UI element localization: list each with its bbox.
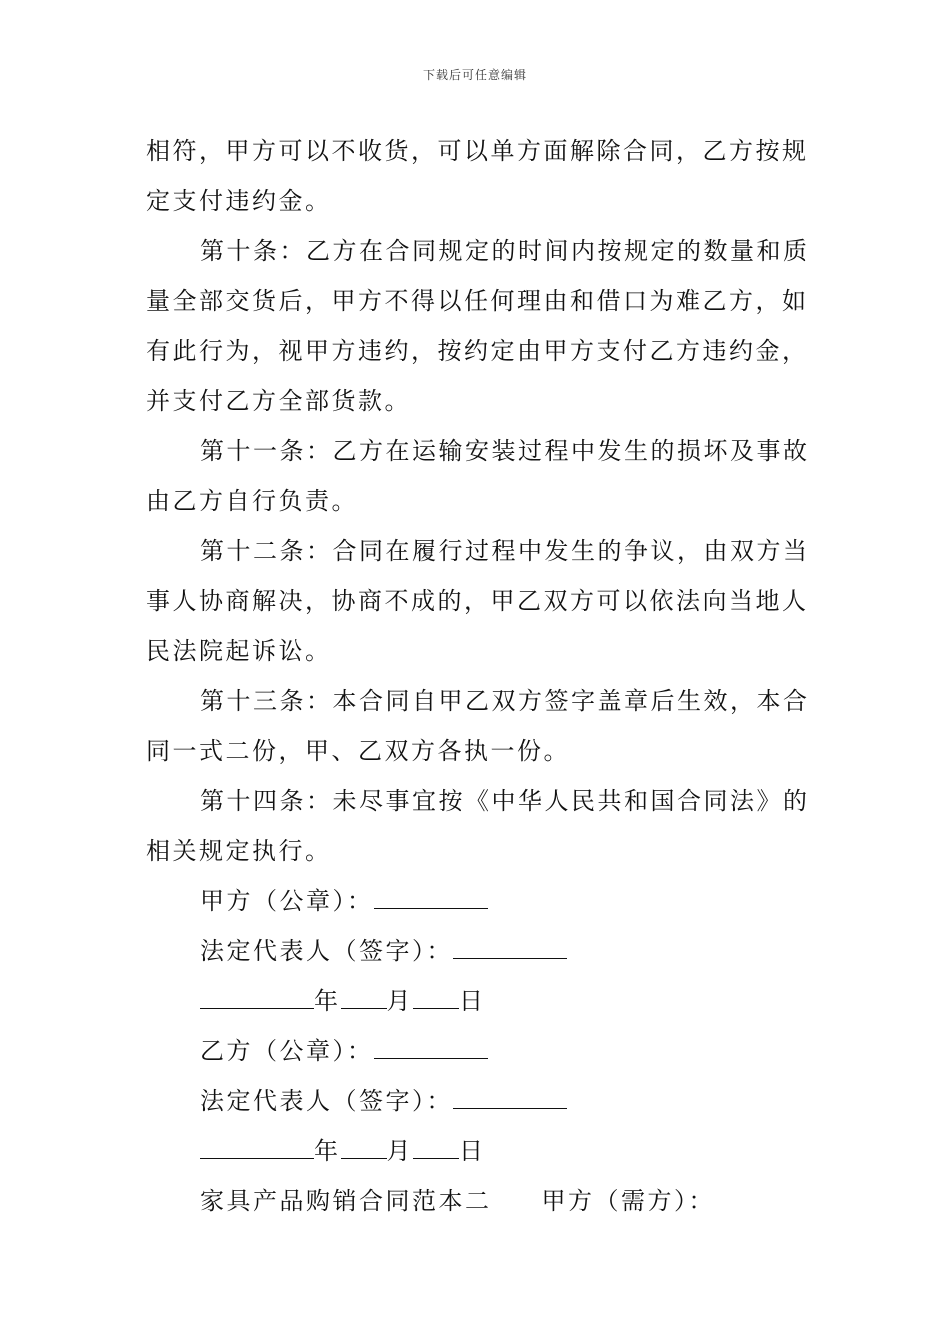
month-label: 月: [386, 1137, 413, 1165]
party-a-rep-line: [146, 926, 808, 976]
party-b-seal-line: [146, 1026, 808, 1076]
article-10-line: 第十条：乙方在合同规定的时间内按规定的数量和质: [200, 237, 810, 265]
party-b-seal-label: 乙方（公章）：: [200, 1037, 374, 1065]
article-11-line: 第十一条：乙方在运输安装过程中发生的损坏及事故: [200, 437, 810, 465]
year-label: 年: [314, 1137, 341, 1165]
page-header: 下载后可任意编辑: [422, 68, 527, 82]
party-a-rep-blank[interactable]: [453, 928, 567, 959]
party-a-day-blank[interactable]: [413, 978, 459, 1009]
party-a-seal-blank[interactable]: [374, 878, 488, 909]
text-line: 相关规定执行。: [146, 837, 332, 865]
party-b-date-line: [146, 1126, 808, 1176]
party-b-year-blank[interactable]: [200, 1128, 314, 1159]
text-line: 并支付乙方全部货款。: [146, 387, 411, 415]
text-line: 由乙方自行负责。: [146, 487, 358, 515]
party-a-buyer-label: 甲方（需方）：: [541, 1187, 715, 1215]
party-a-month-blank[interactable]: [341, 978, 387, 1009]
text-line: 同一式二份，甲、乙双方各执一份。: [146, 737, 570, 765]
year-label: 年: [314, 987, 341, 1015]
party-b-seal-blank[interactable]: [374, 1028, 488, 1059]
next-contract-line: [146, 1176, 808, 1226]
party-a-year-blank[interactable]: [200, 978, 314, 1009]
party-a-seal-label: 甲方（公章）：: [200, 887, 374, 915]
text-line: 事人协商解决，协商不成的，甲乙双方可以依法向当地人: [146, 587, 809, 615]
text-line: 量全部交货后，甲方不得以任何理由和借口为难乙方，如: [146, 287, 809, 315]
text-line: 民法院起诉讼。: [146, 637, 332, 665]
article-14-line: 第十四条：未尽事宜按《中华人民共和国合同法》的: [200, 787, 810, 815]
text-line: 相符，甲方可以不收货，可以单方面解除合同，乙方按规: [146, 137, 809, 165]
party-b-day-blank[interactable]: [413, 1128, 459, 1159]
day-label: 日: [459, 1137, 486, 1165]
party-a-date-line: [146, 976, 808, 1026]
party-a-seal-line: [146, 876, 808, 926]
party-b-month-blank[interactable]: [341, 1128, 387, 1159]
text-line: 定支付违约金。: [146, 187, 332, 215]
month-label: 月: [386, 987, 413, 1015]
party-b-rep-line: [146, 1076, 808, 1126]
article-12-line: 第十二条：合同在履行过程中发生的争议，由双方当: [200, 537, 810, 565]
party-a-rep-label: 法定代表人（签字）：: [200, 937, 453, 965]
article-13-line: 第十三条：本合同自甲乙双方签字盖章后生效，本合: [200, 687, 810, 715]
contract-template-title: 家具产品购销合同范本二: [200, 1187, 492, 1215]
text-line: 有此行为，视甲方违约，按约定由甲方支付乙方违约金，: [146, 337, 809, 365]
party-b-rep-blank[interactable]: [453, 1078, 567, 1109]
party-b-rep-label: 法定代表人（签字）：: [200, 1087, 453, 1115]
day-label: 日: [459, 987, 486, 1015]
document-body: [146, 126, 808, 1226]
